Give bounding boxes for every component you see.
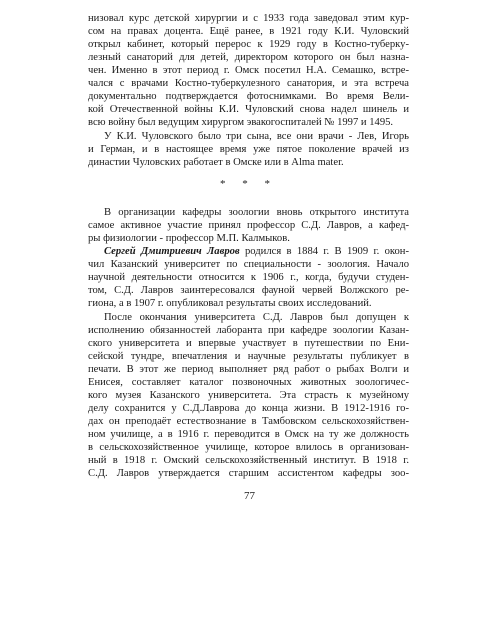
text-line: Енисея, составляет каталог позвоночных животных зоологичес- [88, 377, 409, 388]
section-divider: * * * [220, 178, 277, 190]
text-line: чен. Именно в этот период г. Омск посетил Н.А. Семашко, встре- [88, 65, 409, 76]
text-line: открыл кабинет, который перерос к 1929 году в Костно-туберку- [88, 39, 409, 50]
text-line: ный в 1918 г. Омский сельскохозяйственный институт. В 1918 г. [88, 455, 409, 466]
text-line: ского университета и впервые участвует в путешествии по Ени- [88, 338, 409, 349]
text-line: самое активное участие принял профессор С.Д. Лавров, а кафед- [88, 220, 409, 231]
text-line: чил Казанский университет по специальности - зоология. Начало [88, 259, 409, 270]
text-line: кой Отечественной войны К.И. Чуловский снова надел шинель и [88, 104, 409, 115]
text-line: низовал курс детской хирургии и с 1933 года заведовал этим кур- [88, 13, 409, 24]
text-line: дах он преподаёт естествознание в Тамбовском сельскохозяйствен- [88, 416, 409, 427]
text-line [104, 245, 409, 258]
text-line: научной деятельности относится к 1906 г., когда, будучи студен- [88, 272, 409, 283]
text-line: и Герман, и в настоящее время уже пятое поколение врачей из [88, 144, 409, 155]
text-line: всю войну был ведущим хирургом эвакогоспиталей № 1997 и 1495. [88, 117, 394, 128]
text-line: исполнению обязанностей лаборанта при кафедре зоологии Казан- [88, 325, 409, 336]
text-line: После окончания университета С.Д. Лавров был допущен к [104, 312, 409, 323]
text-line: документально подтверждается фотоснимками. Во время Вели- [88, 91, 409, 102]
text-line: династии Чуловских работает в Омске или в Alma mater. [88, 157, 344, 168]
text-line: ном училище, а в 1916 г. переводится в Омск на ту же должность [88, 429, 409, 440]
text-line: ры физиологии - профессор М.П. Калмыков. [88, 233, 290, 244]
text-line: сейской тундре, впечатления и научные результаты публикует в [88, 351, 409, 362]
person-name: Сергей Дмитриевич Лавров [104, 246, 240, 257]
text-line: в сельскохозяйственное училище, которое влилось в организован- [88, 442, 409, 453]
text-line: У К.И. Чуловского было три сына, все они врачи - Лев, Игорь [104, 131, 409, 142]
text-line: сом на правах доцента. Ещё ранее, в 1921 году К.И. Чуловский [88, 26, 409, 37]
page-number: 77 [244, 490, 255, 502]
text-line: гиона, а в 1907 г. опубликовал результаты своих исследований. [88, 298, 372, 309]
text-line: печати. В этот же период выполняет ряд работ о рыбах Волги и [88, 364, 409, 375]
text-span: родился в 1884 г. В 1909 г. окон- [239, 246, 410, 257]
text-line: делу сохранится у С.Д.Лаврова до конца жизни. В 1912-1916 го- [88, 403, 409, 414]
text-line: С.Д. Лавров утверждается старшим ассистентом кафедры зоо- [88, 468, 409, 479]
text-line: кого музея Казанского университета. Эта страсть к музейному [88, 390, 409, 401]
text-line: лезный санаторий для детей, директором которого он был назна- [88, 52, 409, 63]
text-line: В организации кафедры зоологии вновь открытого института [104, 207, 409, 218]
text-line: том, С.Д. Лавров заинтересовался фауной червей Волжского ре- [88, 285, 409, 296]
text-line: чался с врачами Костно-туберкулезного санатория, и эта встреча [88, 78, 409, 89]
